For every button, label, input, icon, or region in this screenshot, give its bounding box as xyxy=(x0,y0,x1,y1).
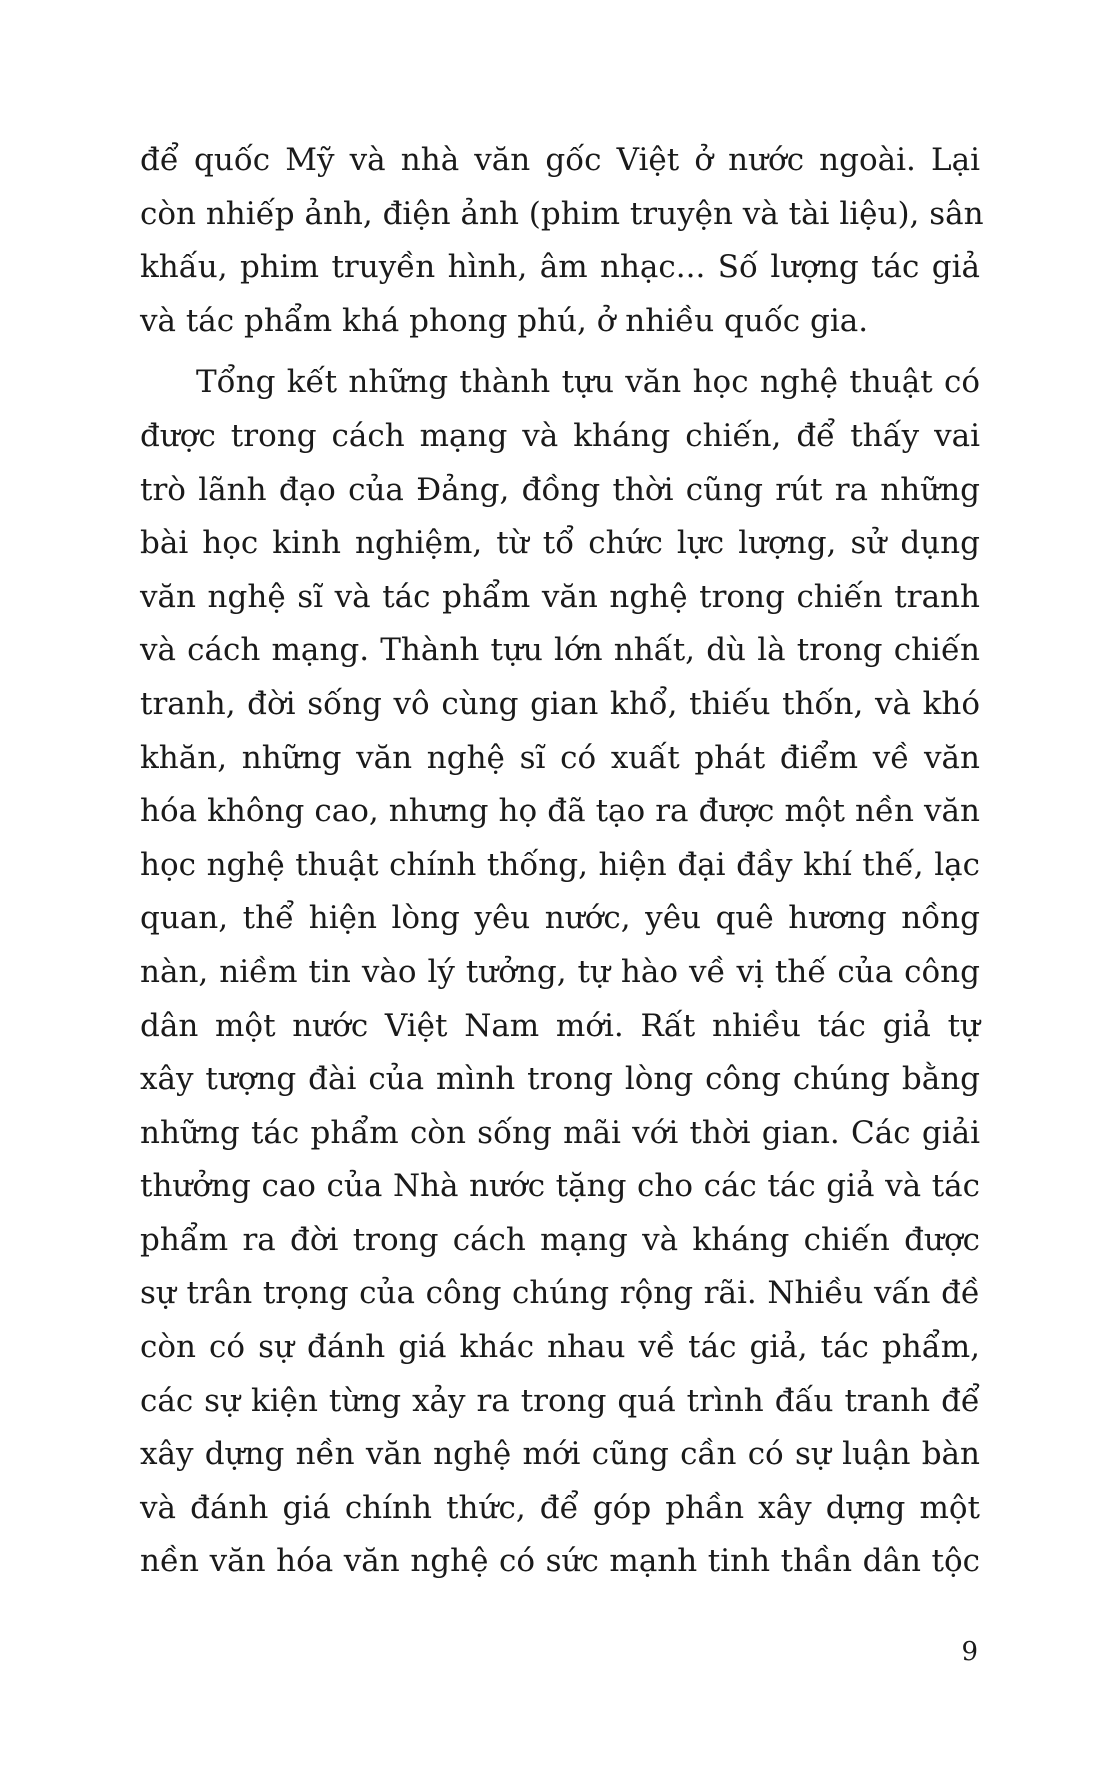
text-line: hóa không cao, nhưng họ đã tạo ra được một nền văn xyxy=(140,793,980,830)
paragraph-1 xyxy=(140,134,984,348)
text-line: những tác phẩm còn sống mãi với thời gian. Các giải xyxy=(140,1114,980,1151)
text-line: tranh, đời sống vô cùng gian khổ, thiếu thốn, và khó xyxy=(140,685,980,722)
text-line: nàn, niềm tin vào lý tưởng, tự hào về vị thế của công xyxy=(140,953,980,990)
text-line: thưởng cao của Nhà nước tặng cho các tác giả và tác xyxy=(140,1168,980,1205)
text-line: dân một nước Việt Nam mới. Rất nhiều tác giả tự xyxy=(140,1007,980,1044)
text-line: Tổng kết những thành tựu văn học nghệ thuật có xyxy=(196,364,980,401)
text-line: được trong cách mạng và kháng chiến, để thấy vai xyxy=(140,417,980,454)
paragraph-gap xyxy=(140,348,980,356)
text-line: các sự kiện từng xảy ra trong quá trình đấu tranh để xyxy=(140,1382,980,1419)
text-line: trò lãnh đạo của Đảng, đồng thời cũng rút ra những xyxy=(140,471,980,508)
text-line: và cách mạng. Thành tựu lớn nhất, dù là trong chiến xyxy=(140,632,980,669)
text-line: phẩm ra đời trong cách mạng và kháng chiến được xyxy=(140,1221,980,1258)
text-line: và đánh giá chính thức, để góp phần xây dựng một xyxy=(140,1489,980,1526)
text-line: nền văn hóa văn nghệ có sức mạnh tinh thần dân tộc xyxy=(140,1543,980,1580)
text-line: khăn, những văn nghệ sĩ có xuất phát điểm về văn xyxy=(140,739,980,776)
body-text xyxy=(140,134,984,1589)
text-line: để quốc Mỹ và nhà văn gốc Việt ở nước ngoài. Lại xyxy=(140,142,980,178)
paragraph-2 xyxy=(140,356,980,1589)
text-line: còn có sự đánh giá khác nhau về tác giả, tác phẩm, xyxy=(140,1329,980,1366)
text-line: khấu, phim truyền hình, âm nhạc... Số lượng tác giả xyxy=(140,249,980,286)
text-line: văn nghệ sĩ và tác phẩm văn nghệ trong chiến tranh xyxy=(140,578,980,615)
text-line: bài học kinh nghiệm, từ tổ chức lực lượng, sử dụng xyxy=(140,525,980,562)
text-line: còn nhiếp ảnh, điện ảnh (phim truyện và tài liệu), sân xyxy=(140,195,984,232)
text-line: xây dựng nền văn nghệ mới cũng cần có sự luận bàn xyxy=(140,1436,980,1473)
text-line: học nghệ thuật chính thống, hiện đại đầy khí thế, lạc xyxy=(140,846,980,883)
text-line: xây tượng đài của mình trong lòng công chúng bằng xyxy=(140,1061,980,1098)
text-line: sự trân trọng của công chúng rộng rãi. Nhiều vấn đề xyxy=(140,1275,980,1312)
text-line: và tác phẩm khá phong phú, ở nhiều quốc gia. xyxy=(140,302,869,339)
page-number: 9 xyxy=(961,1637,978,1667)
text-line: quan, thể hiện lòng yêu nước, yêu quê hương nồng xyxy=(140,900,980,937)
